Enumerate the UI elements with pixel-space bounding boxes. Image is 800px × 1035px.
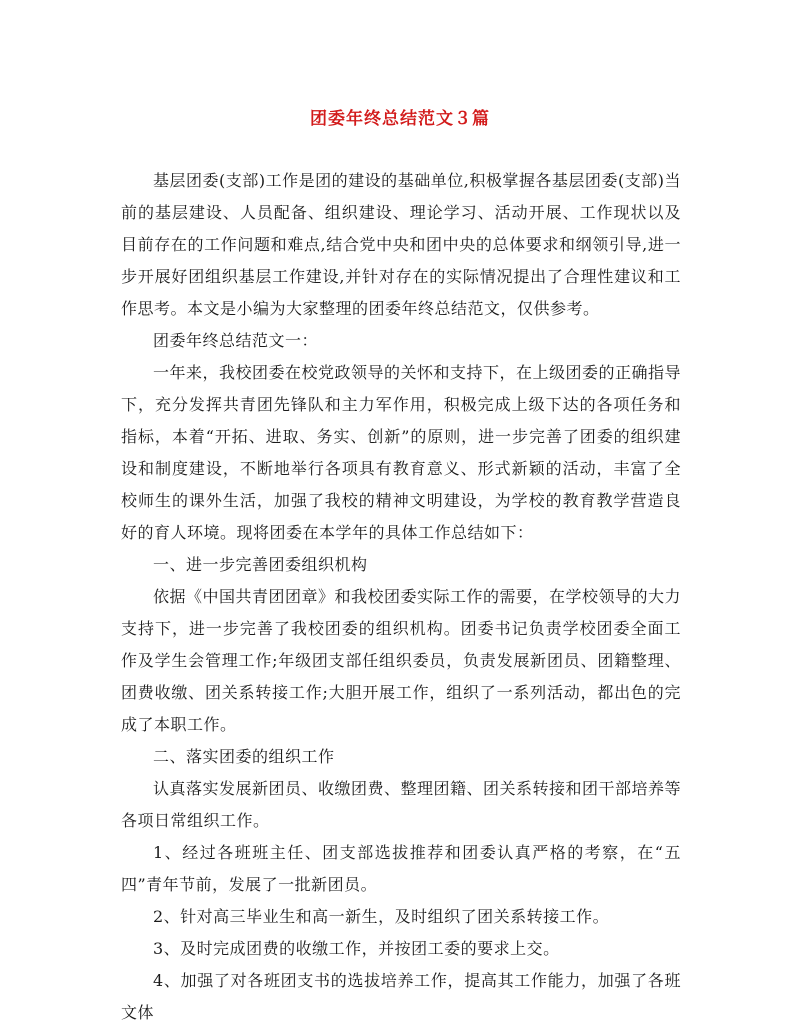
document-body bbox=[121, 165, 681, 1029]
list-item: 2、针对高三毕业生和高一新生，及时组织了团关系转接工作。 bbox=[153, 907, 610, 926]
intro-paragraph: 基层团委(支部)工作是团的建设的基础单位,积极掌握各基层团委(支部)当前的基层建设、人员配备、组织建设、理论学习、活动开展、工作现状以及目前存在的工作问题和难点,结合党中央和团中央的总体要求和纲领引导,进一步开展好团组织基层工作建设,并针对存在的实际情况提出了合理性建议和工作思考。本文是小编为大家整理的团委年终总结范文，仅供参考。 bbox=[121, 171, 681, 318]
list-item: 4、加强了对各班团支书的选拔培养工作，提高其工作能力，加强了各班文体 bbox=[121, 971, 681, 1022]
list-item: 1、经过各班班主任、团支部选拔推荐和团委认真严格的考察，在“五四”青年节前，发展了一批新团员。 bbox=[121, 843, 681, 894]
list-item: 3、及时完成团费的收缴工作，并按团工委的要求上交。 bbox=[153, 939, 560, 958]
body-paragraph: 依据《中国共青团团章》和我校团委实际工作的需要，在学校领导的大力支持下，进一步完善了我校团委的组织机构。团委书记负责学校团委全面工作及学生会管理工作;年级团支部任组织委员，负责发展新团员、团籍整理、团费收缴、团关系转接工作;大胆开展工作，组织了一系列活动，都出色的完成了本职工作。 bbox=[121, 587, 682, 734]
section-heading-sample-one: 团委年终总结范文一： bbox=[153, 331, 319, 350]
section-heading-organization: 一、进一步完善团委组织机构 bbox=[153, 555, 368, 574]
body-paragraph: 一年来，我校团委在校党政领导的关怀和支持下，在上级团委的正确指导下，充分发挥共青团先锋队和主力军作用，积极完成上级下达的各项任务和指标，本着“开拓、进取、务实、创新”的原则，进一步完善了团委的组织建设和制度建设，不断地举行各项具有教育意义、形式新颖的活动，丰富了全校师生的课外生活，加强了我校的精神文明建设，为学校的教育教学营造良好的育人环境。现将团委在本学年的具体工作总结如下： bbox=[121, 363, 682, 542]
section-heading-organizational-work: 二、落实团委的组织工作 bbox=[153, 747, 335, 766]
body-paragraph: 认真落实发展新团员、收缴团费、整理团籍、团关系转接和团干部培养等各项日常组织工作。 bbox=[121, 779, 682, 830]
document-title: 团委年终总结范文３篇 bbox=[310, 109, 490, 129]
